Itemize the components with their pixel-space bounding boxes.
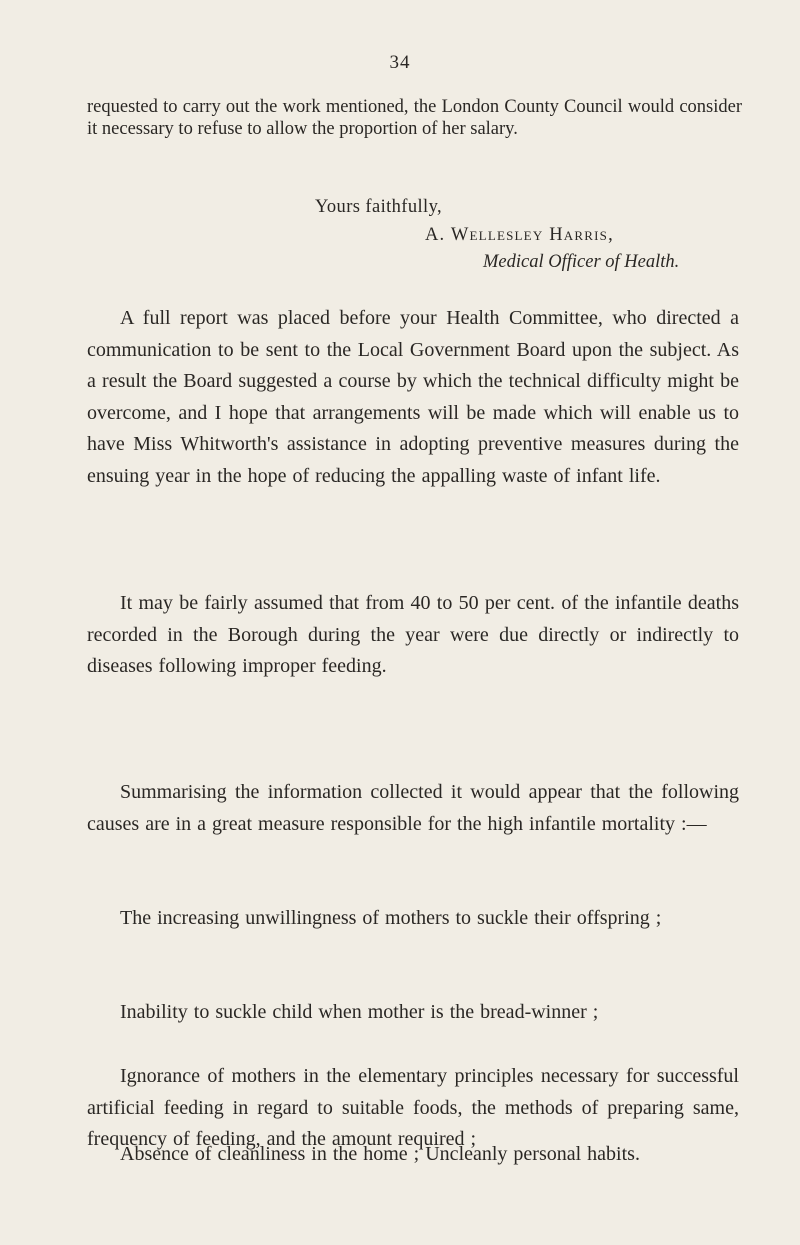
valediction: Yours faithfully, <box>315 197 443 217</box>
paragraph-infantile-deaths: It may be fairly assumed that from 40 to 50 per cent. of the infantile deaths recorded in the Borough during the year were due directly or indirectly to diseases following improper feeding. <box>87 592 739 677</box>
paragraph-summary: Summarising the information collected it would appear that the following causes are in a great measure responsible for the high infantile mortality :— <box>87 781 739 835</box>
paragraph-health-committee: A full report was placed before your Health Committee, who directed a communication to be sent to the Local Government Board upon the subject. As a result the Board suggested a course by which the technical difficulty might be overcome, and I hope that arrangements will be made which will enable us to have Miss Whitworth's assistance in adopting preventive measures during the ensuing year in the hope of reducing the appalling waste of infant life. <box>87 307 739 487</box>
cause-unwillingness: The increasing unwillingness of mothers to suckle their offspring ; <box>120 907 662 929</box>
cause-ignorance: Ignorance of mothers in the elementary principles necessary for successful artificial feeding in regard to suitable foods, the methods of preparing same, frequency of feeding, and the amount required ; <box>87 1065 739 1150</box>
page-number: 34 <box>389 52 411 73</box>
cause-cleanliness: Absence of cleanliness in the home ; Uncleanly personal habits. <box>120 1143 640 1165</box>
signatory-title: Medical Officer of Health. <box>483 252 680 272</box>
letter-closing-text: requested to carry out the work mentioned, the London County Council would consider it necessary to refuse to allow the proportion of her salary. <box>87 97 742 139</box>
cause-inability: Inability to suckle child when mother is the bread-winner ; <box>120 1001 599 1023</box>
signatory-name: A. Wellesley Harris, <box>425 225 614 245</box>
